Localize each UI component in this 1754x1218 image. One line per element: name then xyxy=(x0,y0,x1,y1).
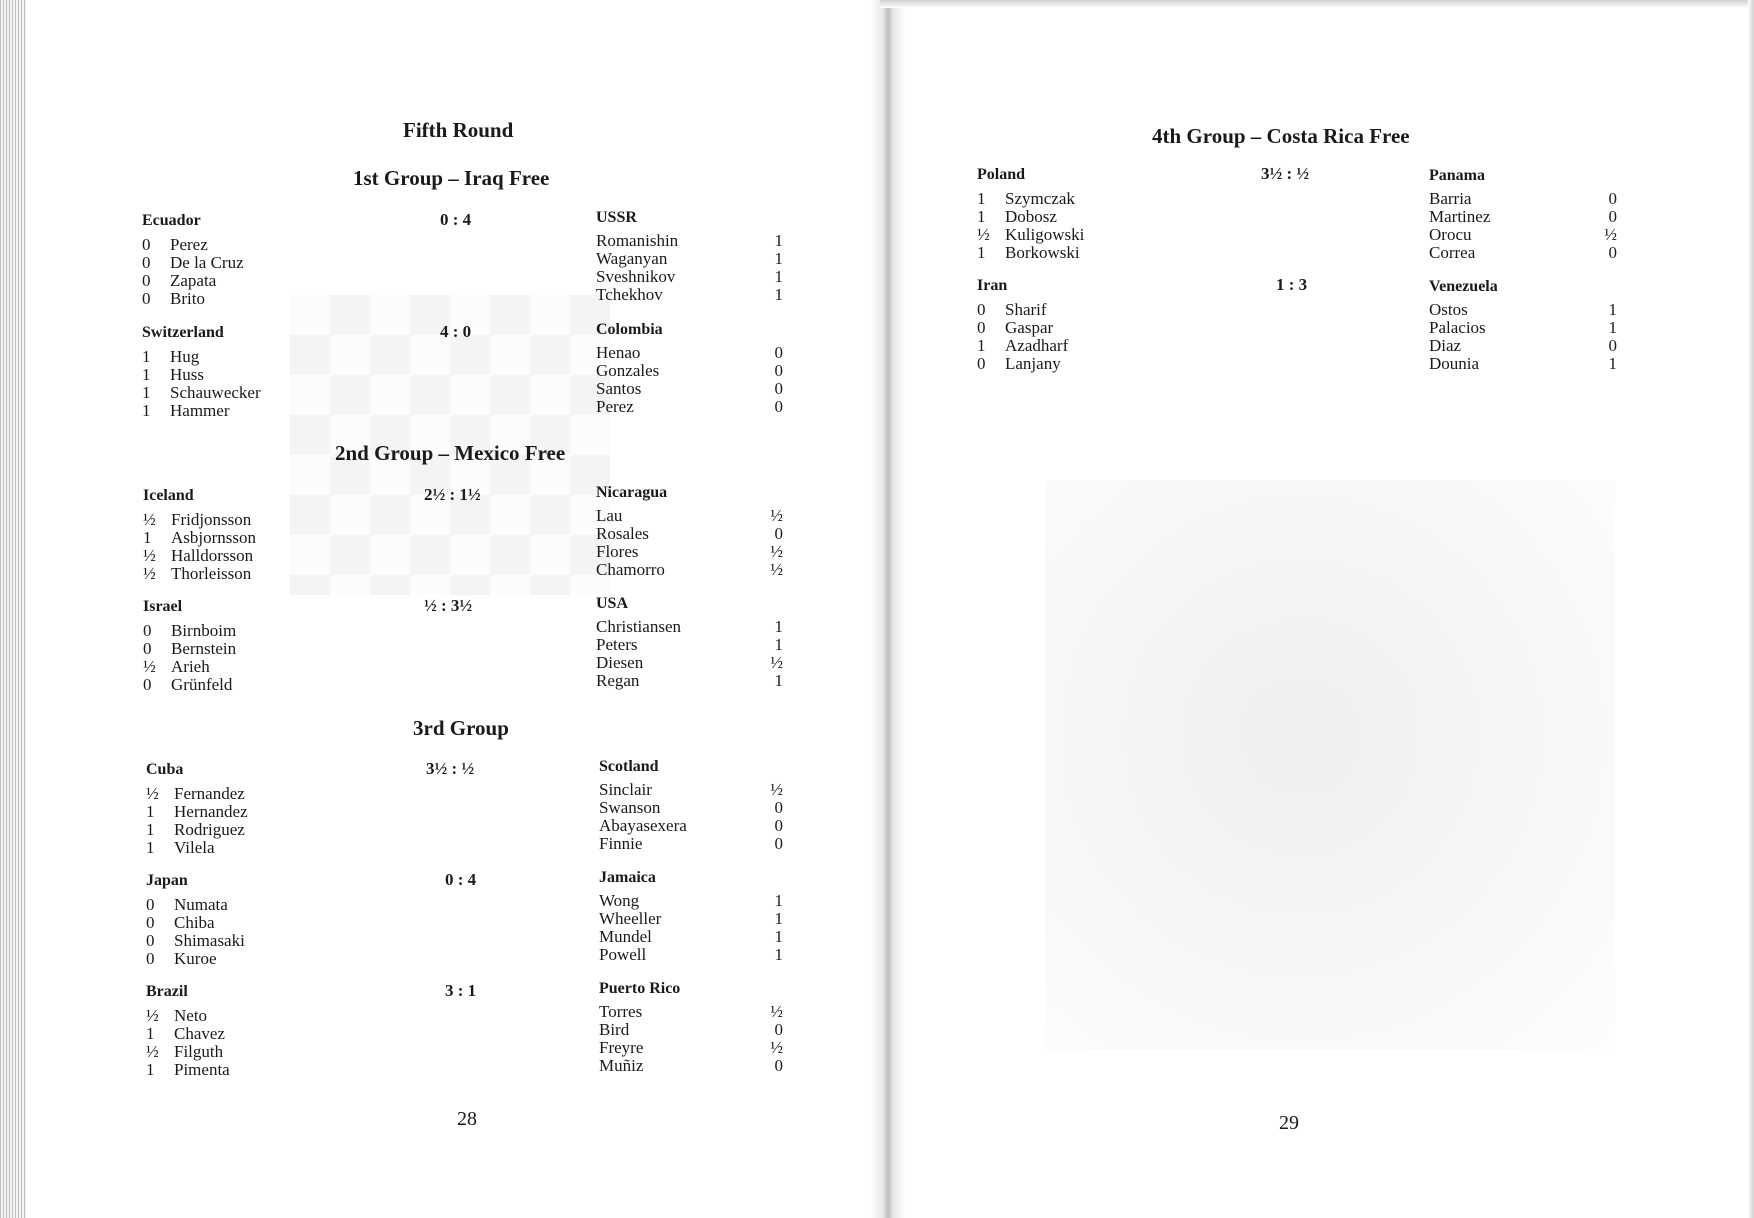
player-points: ½ xyxy=(143,510,156,529)
player-name: Azadharf xyxy=(1005,336,1069,355)
player-name: Hernandez xyxy=(174,802,248,821)
player-points: 0 xyxy=(146,931,155,950)
home-player-row xyxy=(146,1025,225,1043)
page-top-shadow xyxy=(880,0,1754,8)
player-name: Szymczak xyxy=(1005,189,1075,208)
player-points: ½ xyxy=(143,657,156,676)
page-right-edge xyxy=(1748,0,1754,1218)
player-points: 0 xyxy=(146,913,155,932)
home-player-row xyxy=(142,384,261,402)
away-player-name: Perez xyxy=(596,397,634,416)
page-number-left: 28 xyxy=(457,1108,477,1130)
away-country: USSR xyxy=(596,209,637,226)
match-score: 3 : 1 xyxy=(445,981,477,1000)
away-player-name: Sveshnikov xyxy=(596,267,676,286)
player-name: Sharif xyxy=(1005,300,1047,319)
away-player-points: 0 xyxy=(1608,207,1617,226)
player-points: ½ xyxy=(143,564,156,583)
player-points: 1 xyxy=(142,401,151,420)
match-score: ½ : 3½ xyxy=(424,596,473,615)
player-points: 0 xyxy=(977,318,986,337)
player-name: Pimenta xyxy=(174,1060,230,1079)
away-player-name: Diesen xyxy=(596,653,644,672)
player-name: Schauwecker xyxy=(170,383,261,402)
home-player-row xyxy=(142,254,244,272)
away-player-points: 1 xyxy=(774,231,783,250)
home-player-row xyxy=(977,319,1053,337)
home-player-row xyxy=(977,301,1047,319)
player-name: Gaspar xyxy=(1005,318,1054,337)
player-name: Shimasaki xyxy=(174,931,245,950)
away-player-points: ½ xyxy=(770,653,783,672)
player-points: 0 xyxy=(142,289,151,308)
away-player-points: 1 xyxy=(774,909,783,928)
home-country: Israel xyxy=(143,598,183,615)
group-3-title: 3rd Group xyxy=(413,716,509,740)
player-name: Halldorsson xyxy=(171,546,254,565)
home-player-row xyxy=(142,272,216,290)
away-player-points: 1 xyxy=(1608,354,1617,373)
away-player-name: Sinclair xyxy=(599,780,652,799)
away-player-name: Freyre xyxy=(599,1038,644,1057)
away-player-points: ½ xyxy=(770,780,783,799)
player-points: 1 xyxy=(142,347,151,366)
away-player-name: Abayasexera xyxy=(599,816,687,835)
away-player-name: Flores xyxy=(596,542,639,561)
player-name: Arieh xyxy=(171,657,210,676)
away-player-points: 0 xyxy=(1608,336,1617,355)
player-points: 0 xyxy=(143,675,152,694)
match-score: 4 : 0 xyxy=(440,322,472,341)
home-player-row xyxy=(142,236,208,254)
home-player-row xyxy=(146,785,245,803)
player-points: 0 xyxy=(146,895,155,914)
home-country: Switzerland xyxy=(142,324,224,341)
away-player-name: Palacios xyxy=(1429,318,1486,337)
away-player-name: Rosales xyxy=(596,524,649,543)
home-player-row xyxy=(977,190,1075,208)
away-player-name: Martinez xyxy=(1429,207,1491,226)
player-name: Fridjonsson xyxy=(171,510,252,529)
player-name: Neto xyxy=(174,1006,208,1025)
away-player-points: 1 xyxy=(774,267,783,286)
home-player-row xyxy=(146,803,248,821)
player-name: Birnboim xyxy=(171,621,237,640)
player-points: 1 xyxy=(977,189,986,208)
away-player-name: Correa xyxy=(1429,243,1476,262)
match-score: 2½ : 1½ xyxy=(424,485,481,504)
home-player-row xyxy=(142,366,204,384)
home-player-row xyxy=(143,622,236,640)
away-player-points: 1 xyxy=(774,891,783,910)
player-name: Thorleisson xyxy=(171,564,252,583)
away-country: Jamaica xyxy=(599,869,656,886)
home-player-row xyxy=(146,914,215,932)
away-player-name: Chamorro xyxy=(596,560,665,579)
player-points: 0 xyxy=(142,235,151,254)
player-points: ½ xyxy=(146,1042,159,1061)
player-name: Huss xyxy=(170,365,205,384)
player-points: 1 xyxy=(146,1024,155,1043)
home-player-row xyxy=(146,839,215,857)
home-country: Ecuador xyxy=(142,212,201,229)
match-score: 3½ : ½ xyxy=(1261,164,1310,183)
away-player-name: Santos xyxy=(596,379,642,398)
player-name: Lanjany xyxy=(1005,354,1061,373)
away-player-name: Ostos xyxy=(1429,300,1468,319)
player-points: 1 xyxy=(977,336,986,355)
round-title: Fifth Round xyxy=(403,118,514,142)
player-points: 1 xyxy=(146,838,155,857)
away-player-name: Romanishin xyxy=(596,231,679,250)
away-player-name: Tchekhov xyxy=(596,285,663,304)
player-points: 1 xyxy=(146,802,155,821)
group-1-title: 1st Group – Iraq Free xyxy=(353,166,550,190)
player-name: Fernandez xyxy=(174,784,245,803)
away-country: USA xyxy=(596,595,629,612)
group-4-title: 4th Group – Costa Rica Free xyxy=(1152,124,1410,148)
away-player-name: Orocu xyxy=(1429,225,1472,244)
player-name: Rodriguez xyxy=(174,820,245,839)
player-name: Grünfeld xyxy=(171,675,233,694)
show-through-photo xyxy=(1045,480,1615,1050)
player-name: De la Cruz xyxy=(170,253,244,272)
home-player-row xyxy=(143,658,210,676)
away-player-name: Swanson xyxy=(599,798,661,817)
player-name: Numata xyxy=(174,895,228,914)
home-country: Japan xyxy=(146,872,188,889)
home-player-row xyxy=(143,676,232,694)
away-player-name: Powell xyxy=(599,945,647,964)
player-points: 0 xyxy=(142,253,151,272)
away-player-points: 0 xyxy=(774,1020,783,1039)
home-country: Brazil xyxy=(146,983,188,1000)
home-player-row xyxy=(146,1061,230,1079)
away-player-points: 0 xyxy=(774,397,783,416)
home-player-row xyxy=(146,1007,207,1025)
player-points: ½ xyxy=(977,225,990,244)
away-player-points: 1 xyxy=(774,671,783,690)
away-player-name: Barria xyxy=(1429,189,1472,208)
home-player-row xyxy=(977,244,1080,262)
home-player-row xyxy=(146,896,228,914)
player-name: Vilela xyxy=(174,838,215,857)
player-name: Chavez xyxy=(174,1024,225,1043)
away-player-points: 1 xyxy=(1608,300,1617,319)
away-player-name: Christiansen xyxy=(596,617,681,636)
away-player-points: 0 xyxy=(1608,243,1617,262)
player-points: 0 xyxy=(146,949,155,968)
away-player-points: 0 xyxy=(774,524,783,543)
away-player-points: 1 xyxy=(774,635,783,654)
home-player-row xyxy=(146,821,245,839)
home-player-row xyxy=(146,1043,223,1061)
player-points: ½ xyxy=(146,1006,159,1025)
player-points: 1 xyxy=(142,365,151,384)
away-player-name: Bird xyxy=(599,1020,630,1039)
away-player-name: Muñiz xyxy=(599,1056,644,1075)
player-name: Chiba xyxy=(174,913,215,932)
away-player-points: 0 xyxy=(774,361,783,380)
away-country: Venezuela xyxy=(1429,278,1498,295)
away-player-name: Diaz xyxy=(1429,336,1462,355)
away-player-points: 0 xyxy=(774,816,783,835)
away-player-points: ½ xyxy=(1604,225,1617,244)
player-name: Hug xyxy=(170,347,200,366)
player-name: Bernstein xyxy=(171,639,237,658)
match-score: 0 : 4 xyxy=(445,870,477,889)
player-name: Dobosz xyxy=(1005,207,1057,226)
away-player-name: Lau xyxy=(596,506,623,525)
away-player-points: ½ xyxy=(770,542,783,561)
away-player-name: Waganyan xyxy=(596,249,668,268)
home-player-row xyxy=(142,348,199,366)
away-player-name: Wong xyxy=(599,891,640,910)
away-player-name: Torres xyxy=(599,1002,643,1021)
player-points: 1 xyxy=(146,820,155,839)
away-player-points: 1 xyxy=(774,927,783,946)
away-player-points: 0 xyxy=(774,834,783,853)
home-player-row xyxy=(142,402,229,420)
group-2-title: 2nd Group – Mexico Free xyxy=(335,441,566,465)
home-player-row xyxy=(143,565,251,583)
player-name: Asbjornsson xyxy=(171,528,257,547)
player-points: 0 xyxy=(143,621,152,640)
away-player-name: Regan xyxy=(596,671,640,690)
player-name: Perez xyxy=(170,235,208,254)
player-points: 1 xyxy=(146,1060,155,1079)
home-player-row xyxy=(977,226,1084,244)
away-player-points: 1 xyxy=(774,285,783,304)
away-player-points: 0 xyxy=(774,798,783,817)
match-score: 0 : 4 xyxy=(440,210,472,229)
away-country: Colombia xyxy=(596,321,663,338)
away-player-points: ½ xyxy=(770,560,783,579)
away-country: Panama xyxy=(1429,167,1485,184)
away-player-points: ½ xyxy=(770,1038,783,1057)
home-player-row xyxy=(146,932,245,950)
player-name: Hammer xyxy=(170,401,230,420)
away-player-points: 0 xyxy=(774,379,783,398)
player-name: Kuroe xyxy=(174,949,217,968)
home-player-row xyxy=(146,950,216,968)
player-name: Zapata xyxy=(170,271,217,290)
away-player-points: ½ xyxy=(770,506,783,525)
away-player-points: 1 xyxy=(774,249,783,268)
player-points: 1 xyxy=(142,383,151,402)
page-stack-edge xyxy=(0,0,26,1218)
player-points: ½ xyxy=(143,546,156,565)
away-player-points: 1 xyxy=(1608,318,1617,337)
away-player-points: 1 xyxy=(774,945,783,964)
home-country: Cuba xyxy=(146,761,184,778)
player-points: 1 xyxy=(143,528,152,547)
home-country: Iceland xyxy=(143,487,194,504)
home-player-row xyxy=(143,529,256,547)
away-player-name: Wheeller xyxy=(599,909,662,928)
player-points: ½ xyxy=(146,784,159,803)
home-player-row xyxy=(977,355,1061,373)
home-player-row xyxy=(143,511,251,529)
player-points: 0 xyxy=(143,639,152,658)
book-gutter xyxy=(870,0,906,1218)
player-points: 0 xyxy=(977,354,986,373)
match-score: 1 : 3 xyxy=(1276,275,1308,294)
player-name: Kuligowski xyxy=(1005,225,1085,244)
away-player-points: 1 xyxy=(774,617,783,636)
match-score: 3½ : ½ xyxy=(426,759,475,778)
home-player-row xyxy=(977,208,1057,226)
away-player-name: Peters xyxy=(596,635,638,654)
player-points: 0 xyxy=(142,271,151,290)
away-player-name: Mundel xyxy=(599,927,652,946)
away-player-name: Gonzales xyxy=(596,361,660,380)
away-country: Puerto Rico xyxy=(599,980,681,997)
away-player-points: ½ xyxy=(770,1002,783,1021)
page-number-right: 29 xyxy=(1279,1112,1299,1134)
away-player-name: Henao xyxy=(596,343,641,362)
player-name: Brito xyxy=(170,289,205,308)
away-player-name: Finnie xyxy=(599,834,643,853)
player-points: 1 xyxy=(977,243,986,262)
player-name: Filguth xyxy=(174,1042,224,1061)
away-player-points: 0 xyxy=(774,343,783,362)
away-country: Nicaragua xyxy=(596,484,668,501)
away-country: Scotland xyxy=(599,758,659,775)
player-name: Borkowski xyxy=(1005,243,1080,262)
home-country: Poland xyxy=(977,166,1026,183)
home-player-row xyxy=(143,547,253,565)
home-player-row xyxy=(142,290,205,308)
home-country: Iran xyxy=(977,277,1008,294)
away-player-points: 0 xyxy=(1608,189,1617,208)
away-player-name: Dounia xyxy=(1429,354,1480,373)
away-player-points: 0 xyxy=(774,1056,783,1075)
player-points: 0 xyxy=(977,300,986,319)
player-points: 1 xyxy=(977,207,986,226)
home-player-row xyxy=(977,337,1068,355)
home-player-row xyxy=(143,640,236,658)
